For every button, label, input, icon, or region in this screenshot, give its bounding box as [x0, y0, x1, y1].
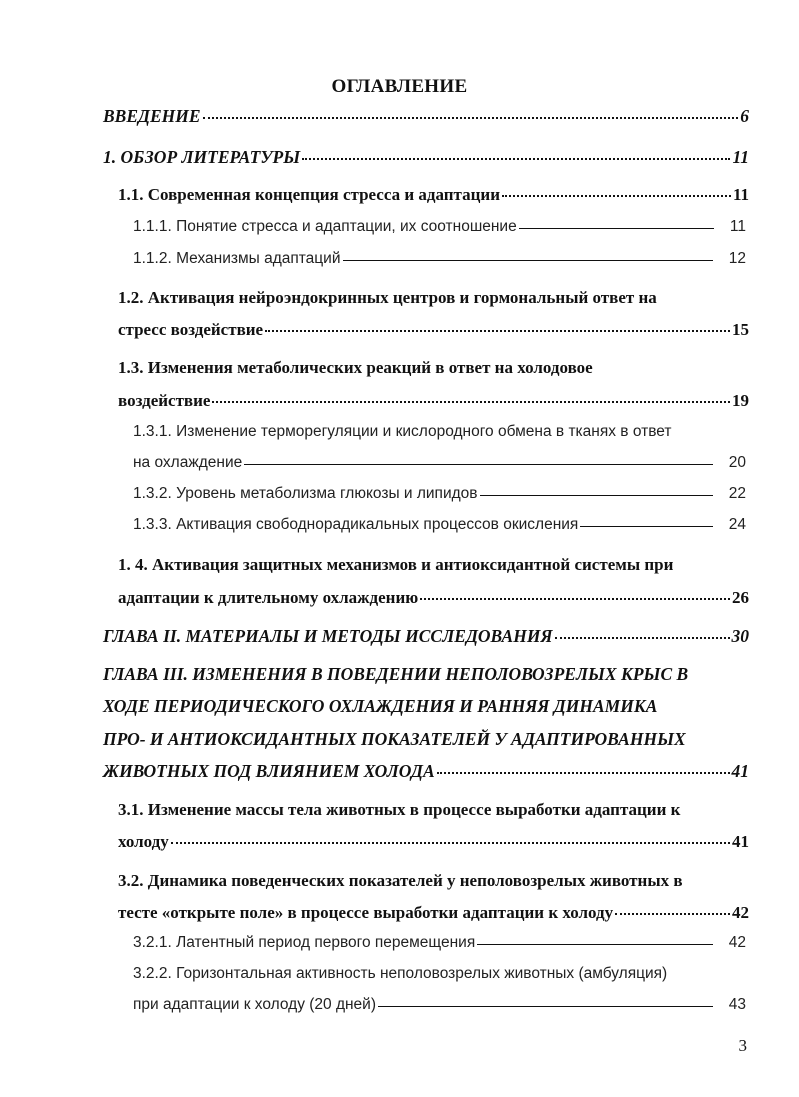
leader-dots	[265, 330, 730, 332]
toc-entry-section-1-4-line1[interactable]	[118, 553, 749, 577]
toc-entry-chapter-1[interactable]	[103, 145, 749, 169]
toc-entry-text: стресс воздействие	[118, 320, 264, 339]
toc-entry-text: 1.3.3. Активация свободнорадикальных процессов окисления	[133, 516, 579, 533]
toc-entry-section-3-2-line2[interactable]	[118, 901, 749, 925]
toc-entry-text: ВВЕДЕНИЕ	[103, 106, 201, 126]
toc-entry-text: при адаптации к холоду (20 дней)	[133, 996, 376, 1013]
toc-entry-text: воздействие	[118, 391, 211, 410]
toc-entry-text: 1.2. Активация нейроэндокринных центров и гормональный ответ на	[118, 288, 657, 307]
leader-dots	[437, 772, 730, 774]
leader-dots	[203, 117, 739, 119]
toc-entry-text: 1.1. Современная концепция стресса и адаптации	[118, 185, 501, 204]
toc-entry-text: на охлаждение	[133, 454, 243, 471]
toc-entry-text: 1.3.2. Уровень метаболизма глюкозы и липидов	[133, 485, 478, 502]
toc-entry-section-3-1-line2[interactable]	[118, 830, 749, 854]
toc-entry-text: 1.3.1. Изменение терморегуляции и кислородного обмена в тканях в ответ	[133, 423, 672, 440]
toc-entry-section-1-1[interactable]	[118, 183, 749, 207]
leader-line	[378, 1006, 713, 1007]
toc-entry-section-1-2-line2[interactable]	[118, 318, 749, 342]
toc-entry-subsection-1-3-2[interactable]	[133, 482, 746, 506]
toc-entry-page: 26	[732, 588, 749, 607]
toc-entry-text: 3.2.1. Латентный период первого перемещения	[133, 934, 476, 951]
leader-dots	[502, 195, 731, 197]
leader-dots	[302, 158, 730, 160]
toc-entry-page: 12	[728, 250, 746, 267]
toc-entry-text: ЖИВОТНЫХ ПОД ВЛИЯНИЕМ ХОЛОДА	[103, 761, 435, 781]
toc-entry-page: 20	[728, 454, 746, 471]
leader-dots	[171, 842, 730, 844]
toc-entry-section-1-3-line1[interactable]	[118, 356, 749, 380]
toc-entry-page: 11	[729, 218, 746, 235]
toc-entry-chapter-2[interactable]	[103, 624, 749, 648]
toc-entry-subsection-1-1-1[interactable]	[133, 215, 746, 239]
toc-entry-subsection-1-3-1-line1[interactable]	[133, 420, 746, 444]
toc-entry-text: тесте «открыте поле» в процессе выработки адаптации к холоду	[118, 903, 614, 922]
leader-dots	[420, 598, 730, 600]
toc-entry-section-1-4-line2[interactable]	[118, 586, 749, 610]
toc-entry-page: 19	[732, 391, 749, 410]
toc-entry-page: 41	[731, 761, 749, 781]
toc-entry-subsection-3-2-2-line2[interactable]	[133, 993, 746, 1017]
page-number: 3	[738, 1036, 747, 1055]
toc-entry-text: холоду	[118, 832, 169, 851]
toc-entry-page: 15	[732, 320, 749, 339]
toc-entry-page: 22	[728, 485, 746, 502]
toc-entry-text: ГЛАВА II. МАТЕРИАЛЫ И МЕТОДЫ ИССЛЕДОВАНИЯ	[103, 626, 553, 646]
toc-entry-page: 6	[740, 106, 749, 126]
toc-entry-introduction[interactable]	[103, 104, 749, 128]
toc-entry-text: адаптации к длительному охлаждению	[118, 588, 419, 607]
toc-entry-text: 1.3. Изменения метаболических реакций в ответ на холодовое	[118, 358, 593, 377]
toc-entry-page: 42	[728, 934, 746, 951]
leader-line	[244, 464, 713, 465]
toc-entry-chapter-3-line2[interactable]	[103, 694, 749, 718]
toc-entry-page: 30	[731, 626, 749, 646]
toc-entry-text: 3.1. Изменение массы тела животных в процессе выработки адаптации к	[118, 800, 681, 819]
toc-entry-page: 24	[728, 516, 746, 533]
toc-entry-subsection-1-3-3[interactable]	[133, 513, 746, 537]
toc-entry-text: ГЛАВА III. ИЗМЕНЕНИЯ В ПОВЕДЕНИИ НЕПОЛОВОЗРЕЛЫХ КРЫС В	[103, 664, 689, 684]
toc-entry-chapter-3-line1[interactable]	[103, 662, 749, 686]
toc-entry-subsection-3-2-1[interactable]	[133, 931, 746, 955]
leader-dots	[555, 637, 730, 639]
toc-entry-page: 41	[732, 832, 749, 851]
toc-entry-section-1-2-line1[interactable]	[118, 286, 749, 310]
toc-entry-page: 42	[732, 903, 749, 922]
leader-line	[580, 526, 712, 527]
toc-entry-section-1-3-line2[interactable]	[118, 389, 749, 413]
toc-entry-text: ХОДЕ ПЕРИОДИЧЕСКОГО ОХЛАЖДЕНИЯ И РАННЯЯ ДИНАМИКА	[103, 696, 658, 716]
leader-line	[480, 495, 713, 496]
toc-entry-section-3-1-line1[interactable]	[118, 798, 749, 822]
toc-entry-subsection-1-1-2[interactable]	[133, 247, 746, 271]
leader-dots	[212, 401, 730, 403]
toc-entry-text: 1.1.2. Механизмы адаптаций	[133, 250, 341, 267]
toc-entry-subsection-3-2-2-line1[interactable]	[133, 962, 746, 986]
toc-entry-text: 1. ОБЗОР ЛИТЕРАТУРЫ	[103, 147, 301, 167]
toc-entry-text: 3.2.2. Горизонтальная активность неполовозрелых животных (амбуляция)	[133, 965, 668, 982]
page-title: ОГЛАВЛЕНИЕ	[331, 76, 468, 97]
leader-dots	[615, 913, 730, 915]
toc-entry-text: 1. 4. Активация защитных механизмов и антиоксидантной системы при	[118, 555, 674, 574]
toc-entry-text: 3.2. Динамика поведенческих показателей у неполовозрелых животных в	[118, 871, 683, 890]
toc-entry-text: 1.1.1. Понятие стресса и адаптации, их соотношение	[133, 218, 517, 235]
toc-entry-text: ПРО- И АНТИОКСИДАНТНЫХ ПОКАЗАТЕЛЕЙ У АДАПТИРОВАННЫХ	[103, 729, 686, 749]
toc-entry-section-3-2-line1[interactable]	[118, 869, 749, 893]
leader-line	[519, 228, 714, 229]
leader-line	[477, 944, 713, 945]
toc-entry-chapter-3-line3[interactable]	[103, 727, 749, 751]
toc-entry-page: 11	[732, 147, 749, 167]
toc-entry-page: 11	[732, 185, 749, 204]
leader-line	[343, 260, 713, 261]
toc-entry-page: 43	[728, 996, 746, 1013]
toc-entry-chapter-3-line4[interactable]	[103, 759, 749, 783]
toc-entry-subsection-1-3-1-line2[interactable]	[133, 451, 746, 475]
